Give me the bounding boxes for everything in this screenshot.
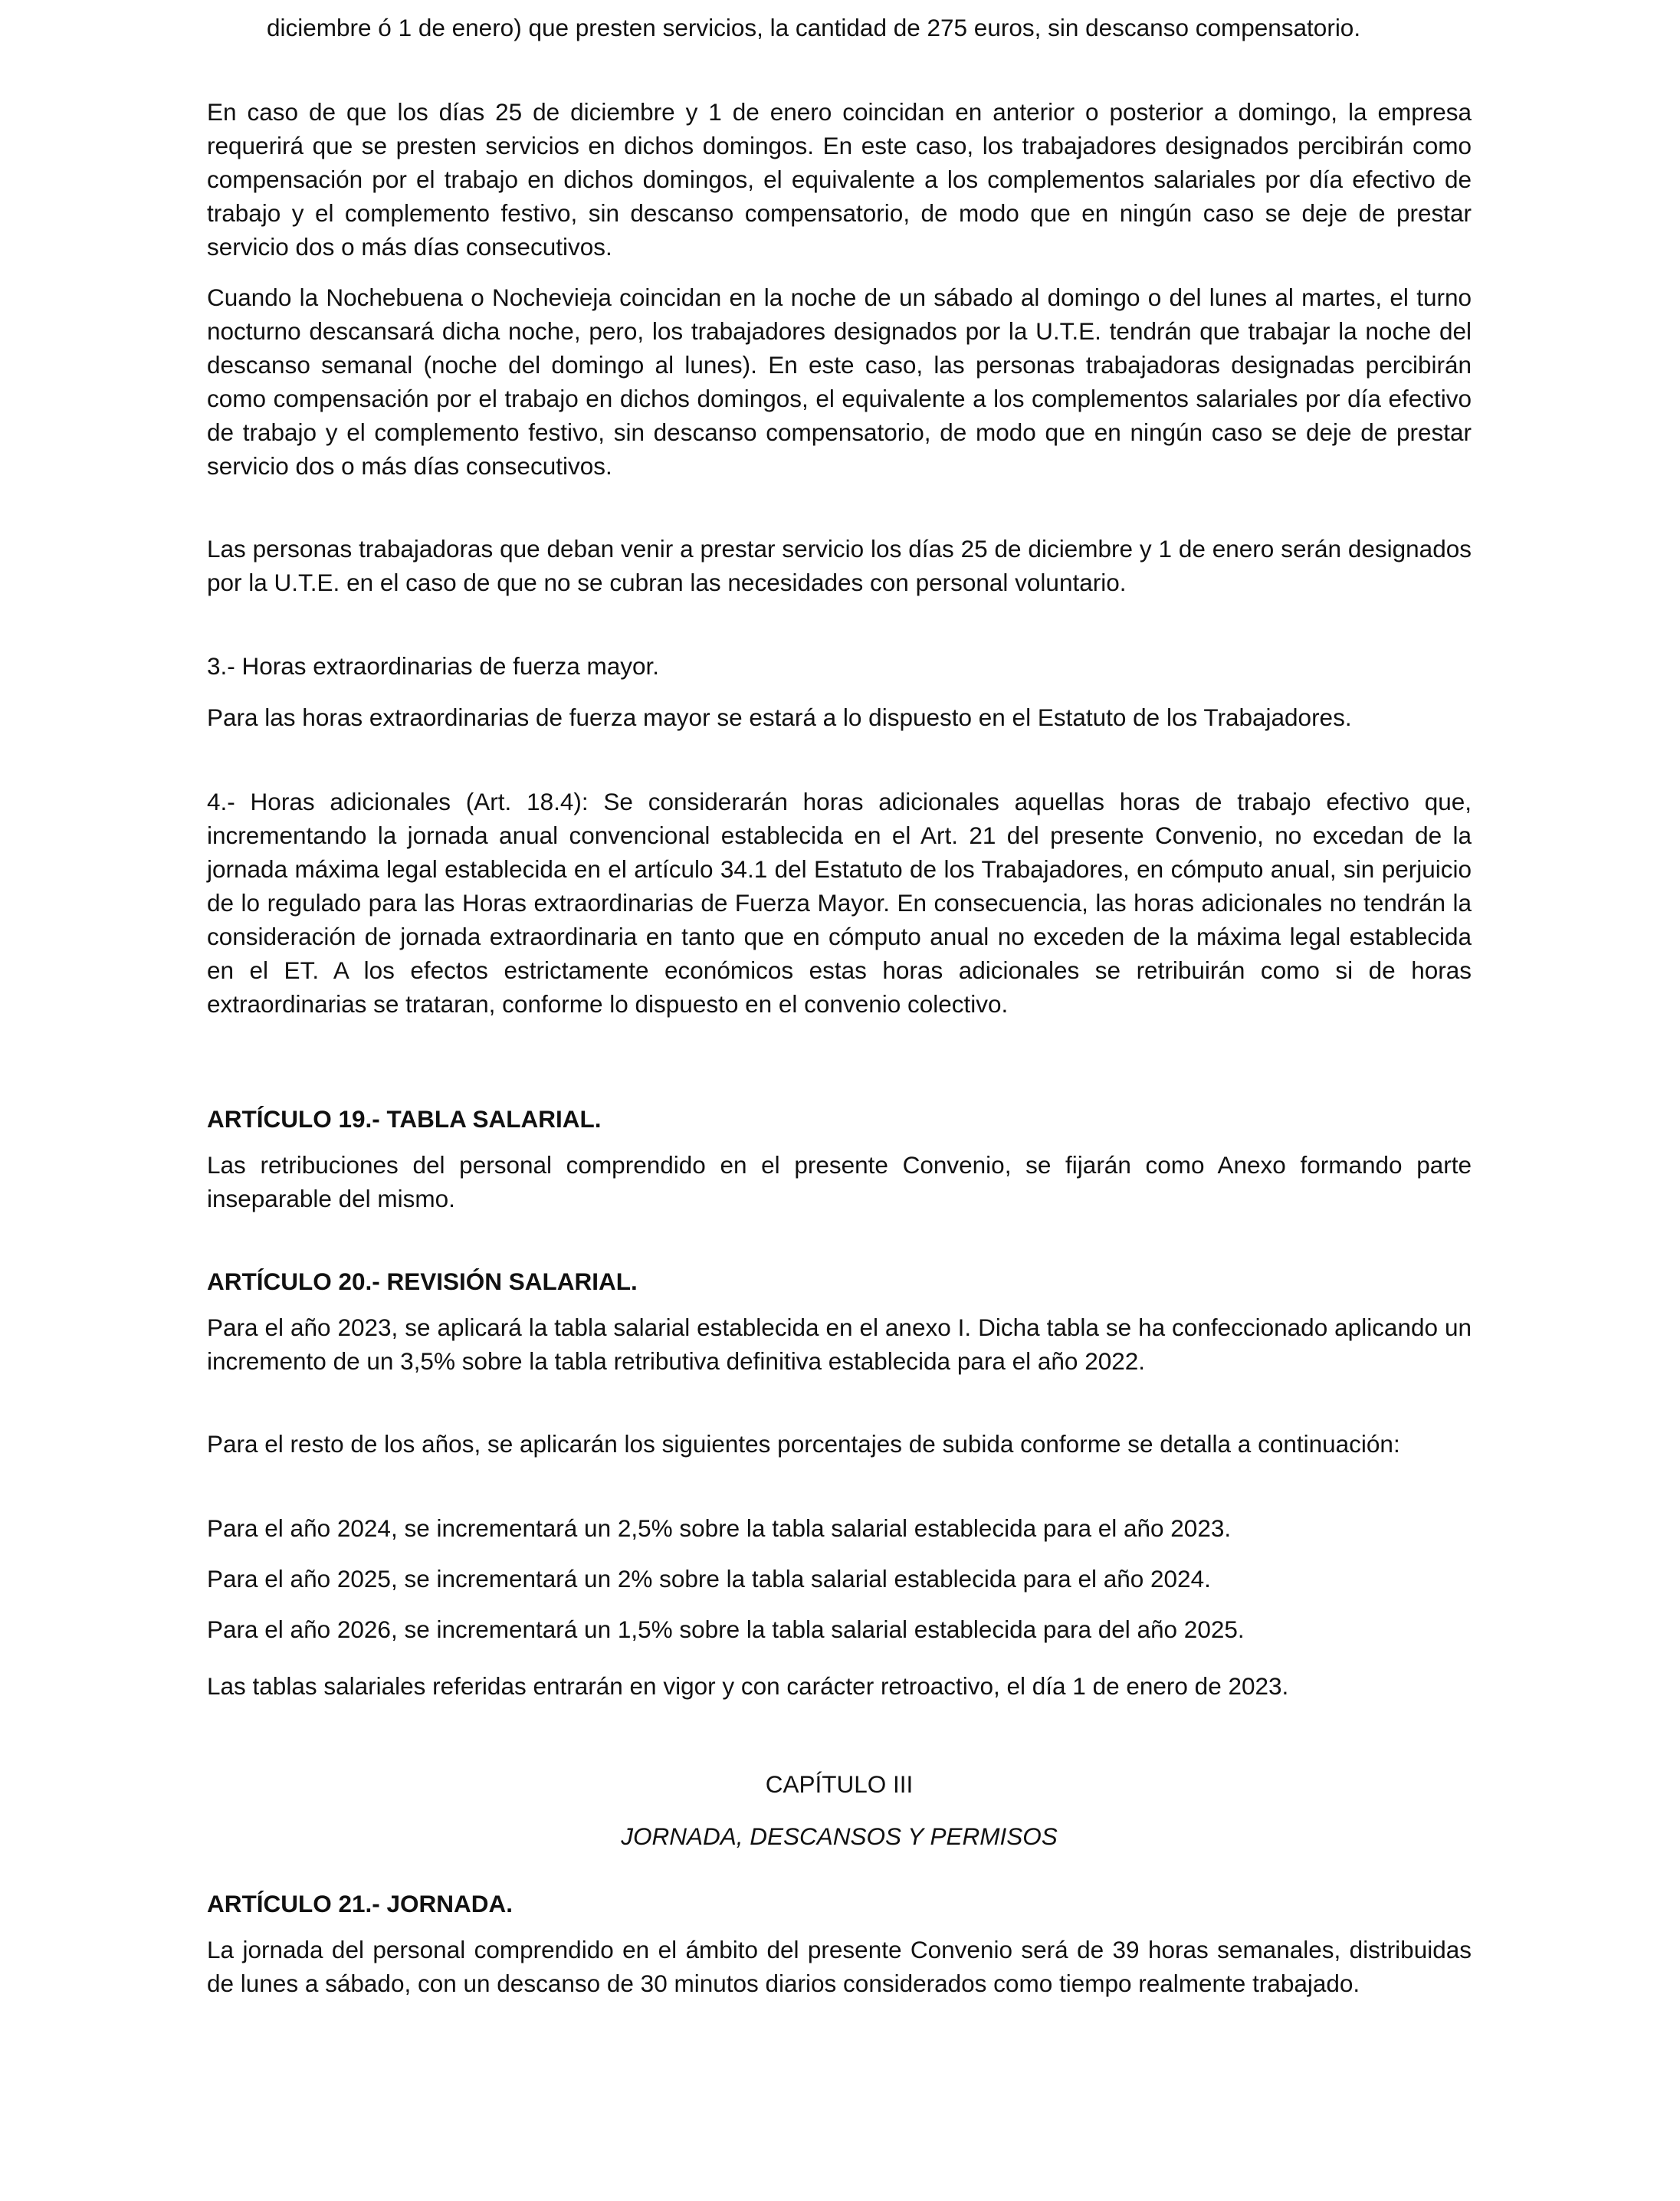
- paragraph-christmas-pay-continued: diciembre ó 1 de enero) que presten servicios, la cantidad de 275 euros, sin descanso compensatorio.: [267, 14, 1361, 41]
- paragraph-salary-table: Las retribuciones del personal comprendido en el presente Convenio, se fijarán como Anexo formando parte inseparable del mismo.: [207, 1151, 1472, 1212]
- paragraph-force-majeure: Para las horas extraordinarias de fuerza mayor se estará a lo dispuesto en el Estatuto de los Trabajadores.: [207, 704, 1352, 731]
- article-20-heading: ARTÍCULO 20.- REVISIÓN SALARIAL.: [207, 1268, 638, 1295]
- paragraph-christmas-eve-shift: Cuando la Nochebuena o Nochevieja coincidan en la noche de un sábado al domingo o del lunes al martes, el turno nocturno descansará dicha noche, pero, los trabajadores designados por la U.T.E. tendrán que trabajar la noche del descanso semanal (noche del domingo al lunes). En este caso, las personas trabajadoras designadas percibirán como compensación por el trabajo en dichos domingos, el equivalente a los complementos salariales por día efectivo de trabajo y el complemento festivo, sin descanso compensatorio, de modo que en ningún caso se deje de prestar servicio dos o más días consecutivos.: [207, 284, 1472, 480]
- article-21-heading: ARTÍCULO 21.- JORNADA.: [207, 1890, 514, 1917]
- paragraph-salary-2026: Para el año 2026, se incrementará un 1,5% sobre la tabla salarial establecida para del año 2025.: [207, 1615, 1245, 1643]
- paragraph-working-hours: La jornada del personal comprendido en el ámbito del presente Convenio será de 39 horas semanales, distribuidas de lunes a sábado, con un descanso de 30 minutos diarios considerados como tiempo realmente trabajado.: [207, 1936, 1472, 1997]
- section-heading-force-majeure: 3.- Horas extraordinarias de fuerza mayor.: [207, 652, 660, 680]
- chapter-subtitle: JORNADA, DESCANSOS Y PERMISOS: [621, 1822, 1058, 1850]
- article-19-heading: ARTÍCULO 19.- TABLA SALARIAL.: [207, 1105, 602, 1133]
- paragraph-salary-2025: Para el año 2025, se incrementará un 2% sobre la tabla salarial establecida para el año 2024.: [207, 1565, 1211, 1593]
- paragraph-salary-2023: Para el año 2023, se aplicará la tabla salarial establecida en el anexo I. Dicha tabla se ha confeccionado aplicando un incremento de un 3,5% sobre la tabla retributiva definitiva establecida para el año 2022.: [207, 1314, 1472, 1375]
- paragraph-designated-workers: Las personas trabajadoras que deban venir a prestar servicio los días 25 de diciembre y 1 de enero serán designados por la U.T.E. en el caso de que no se cubran las necesidades con personal voluntario.: [207, 535, 1472, 596]
- paragraph-additional-hours: 4.- Horas adicionales (Art. 18.4): Se considerarán horas adicionales aquellas horas de trabajo efectivo que, incrementando la jornada anual convencional establecida en el Art. 21 del presente Convenio, no excedan de la jornada máxima legal establecida en el artículo 34.1 del Estatuto de los Trabajadores, en cómputo anual, sin perjuicio de lo regulado para las Horas extraordinarias de Fuerza Mayor. En consecuencia, las horas adicionales no tendrán la consideración de jornada extraordinaria en tanto que en cómputo anual no exceden de la máxima legal establecida en el ET. A los efectos estrictamente económicos estas horas adicionales se retribuirán como si de horas extraordinarias se trataran, conforme lo dispuesto en el convenio colectivo.: [207, 788, 1472, 1018]
- paragraph-salary-other-years: Para el resto de los años, se aplicarán los siguientes porcentajes de subida conforme se detalla a continuación:: [207, 1430, 1400, 1458]
- chapter-title: CAPÍTULO III: [765, 1770, 914, 1798]
- paragraph-salary-2024: Para el año 2024, se incrementará un 2,5% sobre la tabla salarial establecida para el año 2023.: [207, 1514, 1232, 1542]
- paragraph-salary-retroactive: Las tablas salariales referidas entrarán en vigor y con carácter retroactivo, el día 1 de enero de 2023.: [207, 1672, 1289, 1700]
- paragraph-sunday-coincidence: En caso de que los días 25 de diciembre y 1 de enero coincidan en anterior o posterior a domingo, la empresa requerirá que se presten servicios en dichos domingos. En este caso, los trabajadores designados percibirán como compensación por el trabajo en dichos domingos, el equivalente a los complementos salariales por día efectivo de trabajo y el complemento festivo, sin descanso compensatorio, de modo que en ningún caso se deje de prestar servicio dos o más días consecutivos.: [207, 98, 1472, 261]
